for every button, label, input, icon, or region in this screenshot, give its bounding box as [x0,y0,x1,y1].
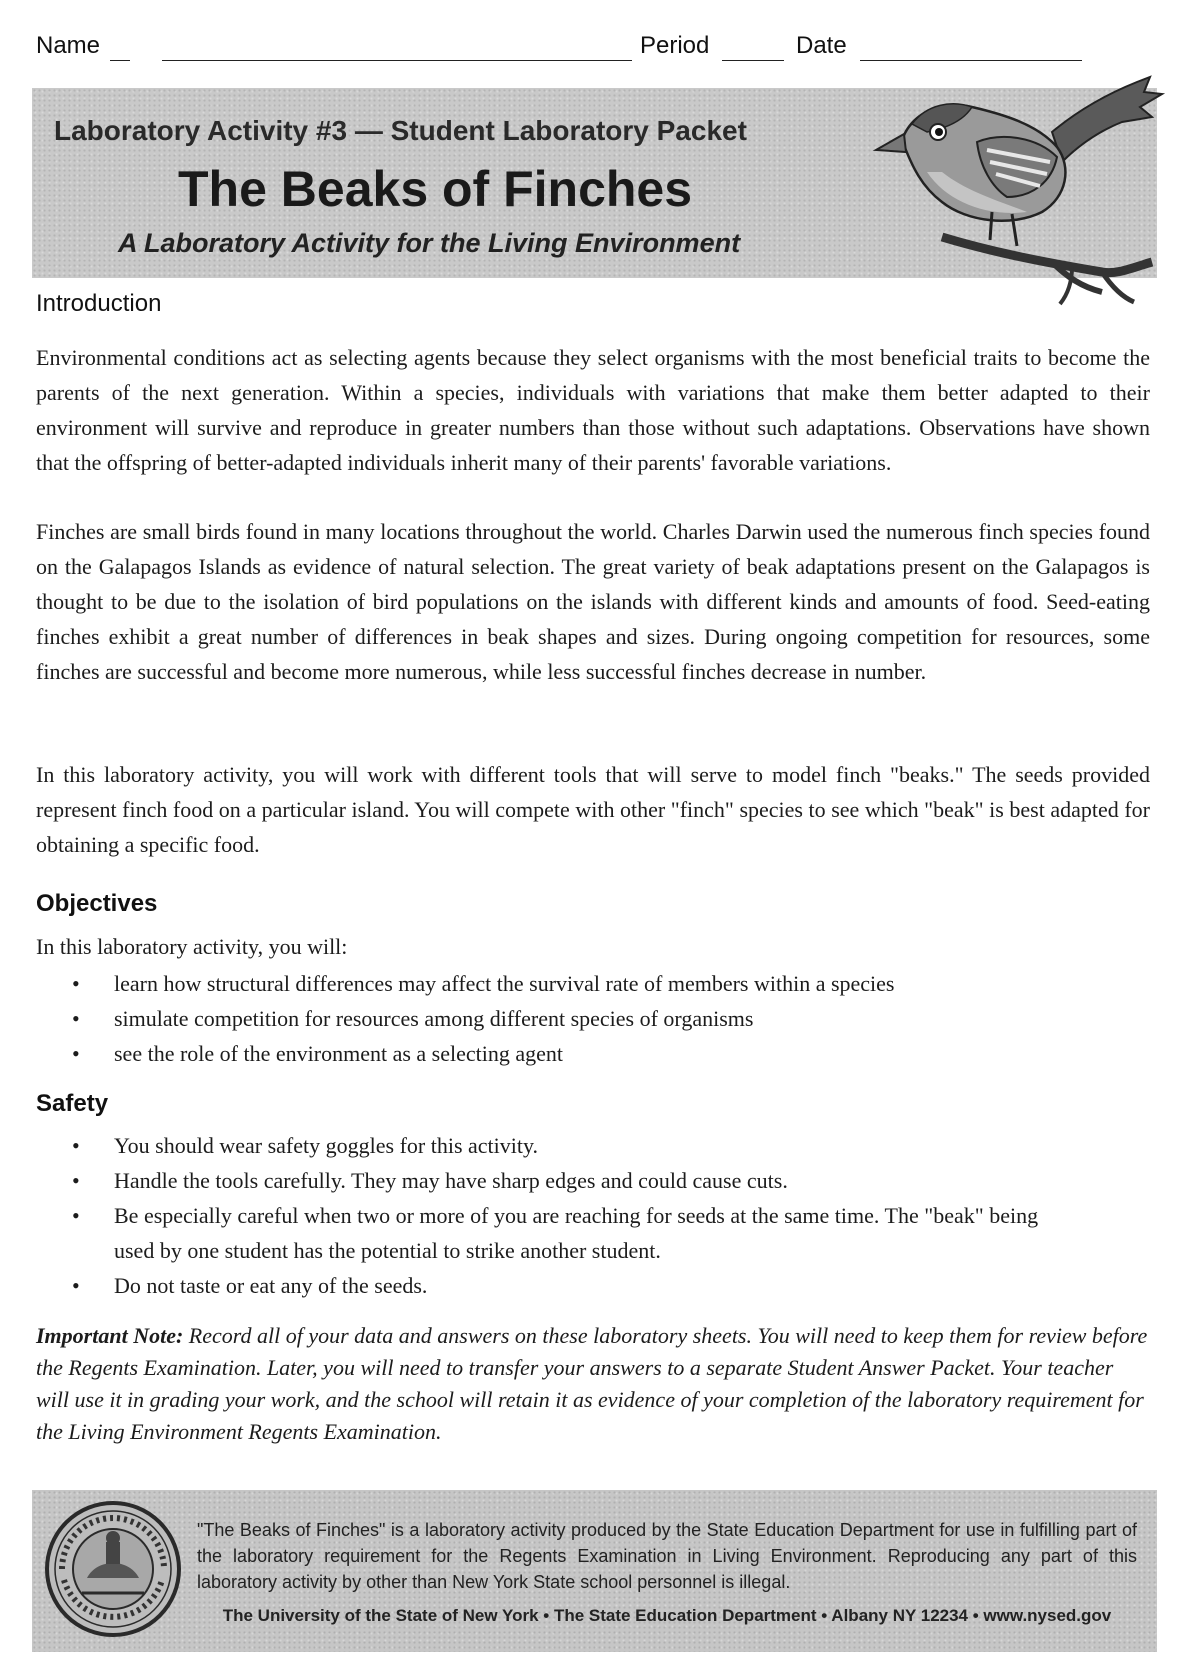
important-note-label: Important Note: [36,1323,184,1348]
intro-paragraph-3: In this laboratory activity, you will work with different tools that will serve to model finch "beaks." The seeds provided represent finch food on a particular island. You will compete with other "finch" species to see which "beak" is best adapted for obtaining a specific food. [36,762,1150,857]
list-item: • Handle the tools carefully. They may have sharp edges and could cause cuts. [70,1163,1070,1198]
name-field-prefix-line [110,60,130,61]
date-label: Date [796,32,847,59]
list-item: • simulate competition for resources among different species of organisms [70,1001,895,1036]
date-field[interactable] [860,60,1082,61]
footer-credit: The University of the State of New York • The State Education Department • Albany NY 12234 • www.nysed.gov [222,1606,1112,1625]
list-item: • learn how structural differences may affect the survival rate of members within a species [70,966,895,1001]
objectives-heading: Objectives [36,890,158,917]
period-field[interactable] [722,60,784,61]
intro-paragraph-2: Finches are small birds found in many locations throughout the world. Charles Darwin used the numerous finch species found on the Galapagos Islands as evidence of natural selection. The great variety of beak adaptations present on the Galapagos is thought to be due to the isolation of bird populations on the islands with different kinds and amounts of food. Seed-eating finches exhibit a great number of differences in beak shapes and sizes. During ongoing competition for resources, some finches are successful and become more numerous, while less successful finches decrease in number. [36,519,1150,684]
list-item: • Do not taste or eat any of the seeds. [70,1268,1070,1303]
finch-illustration [872,62,1172,322]
objectives-list [70,966,895,1071]
name-label: Name [36,32,101,59]
list-item: • You should wear safety goggles for this activity. [70,1128,1070,1163]
introduction-heading: Introduction [36,290,162,317]
list-item: • see the role of the environment as a selecting agent [70,1036,895,1071]
footer-banner [32,1490,1157,1652]
footer-notice: "The Beaks of Finches" is a laboratory activity produced by the State Education Department for use in fulfilling part of the laboratory requirement for the Regents Examination in Living Environment. Reproducing any part of this laboratory activity by other than New York State school personnel is illegal. [197,1520,1137,1592]
safety-list [70,1128,1070,1303]
period-label: Period [640,32,710,59]
intro-paragraph-1: Environmental conditions act as selecting agents because they select organisms with the most beneficial traits to become the parents of the next generation. Within a species, individuals with variations that make them better adapted to their environment will survive and reproduce in greater numbers than those without such adaptations. Observations have shown that the offspring of better-adapted individuals inherit many of their parents' favorable variations. [36,345,1150,475]
list-item: • Be especially careful when two or more of you are reaching for seeds at the same time. The "beak" being used by one student has the potential to strike another student. [70,1198,1044,1268]
safety-heading: Safety [36,1090,109,1117]
state-seal-icon [42,1498,184,1640]
banner-tagline: A Laboratory Activity for the Living Environment [118,228,741,258]
important-note-text: Record all of your data and answers on these laboratory sheets. You will need to keep them for review before the Regents Examination. Later, you will need to transfer your answers to a separate Student Answer Packet. Your teacher will use it in grading your work, and the school will retain it as evidence of your completion of the laboratory requirement for the Living Environment Regents Examination. [36,1323,1148,1444]
student-info-line [36,30,1146,64]
name-field[interactable] [162,60,632,61]
packet-subtitle: Laboratory Activity #3 — Student Laboratory Packet [54,115,747,146]
page-title: The Beaks of Finches [178,161,693,217]
objectives-intro: In this laboratory activity, you will: [36,934,348,959]
important-note [36,1320,1150,1448]
